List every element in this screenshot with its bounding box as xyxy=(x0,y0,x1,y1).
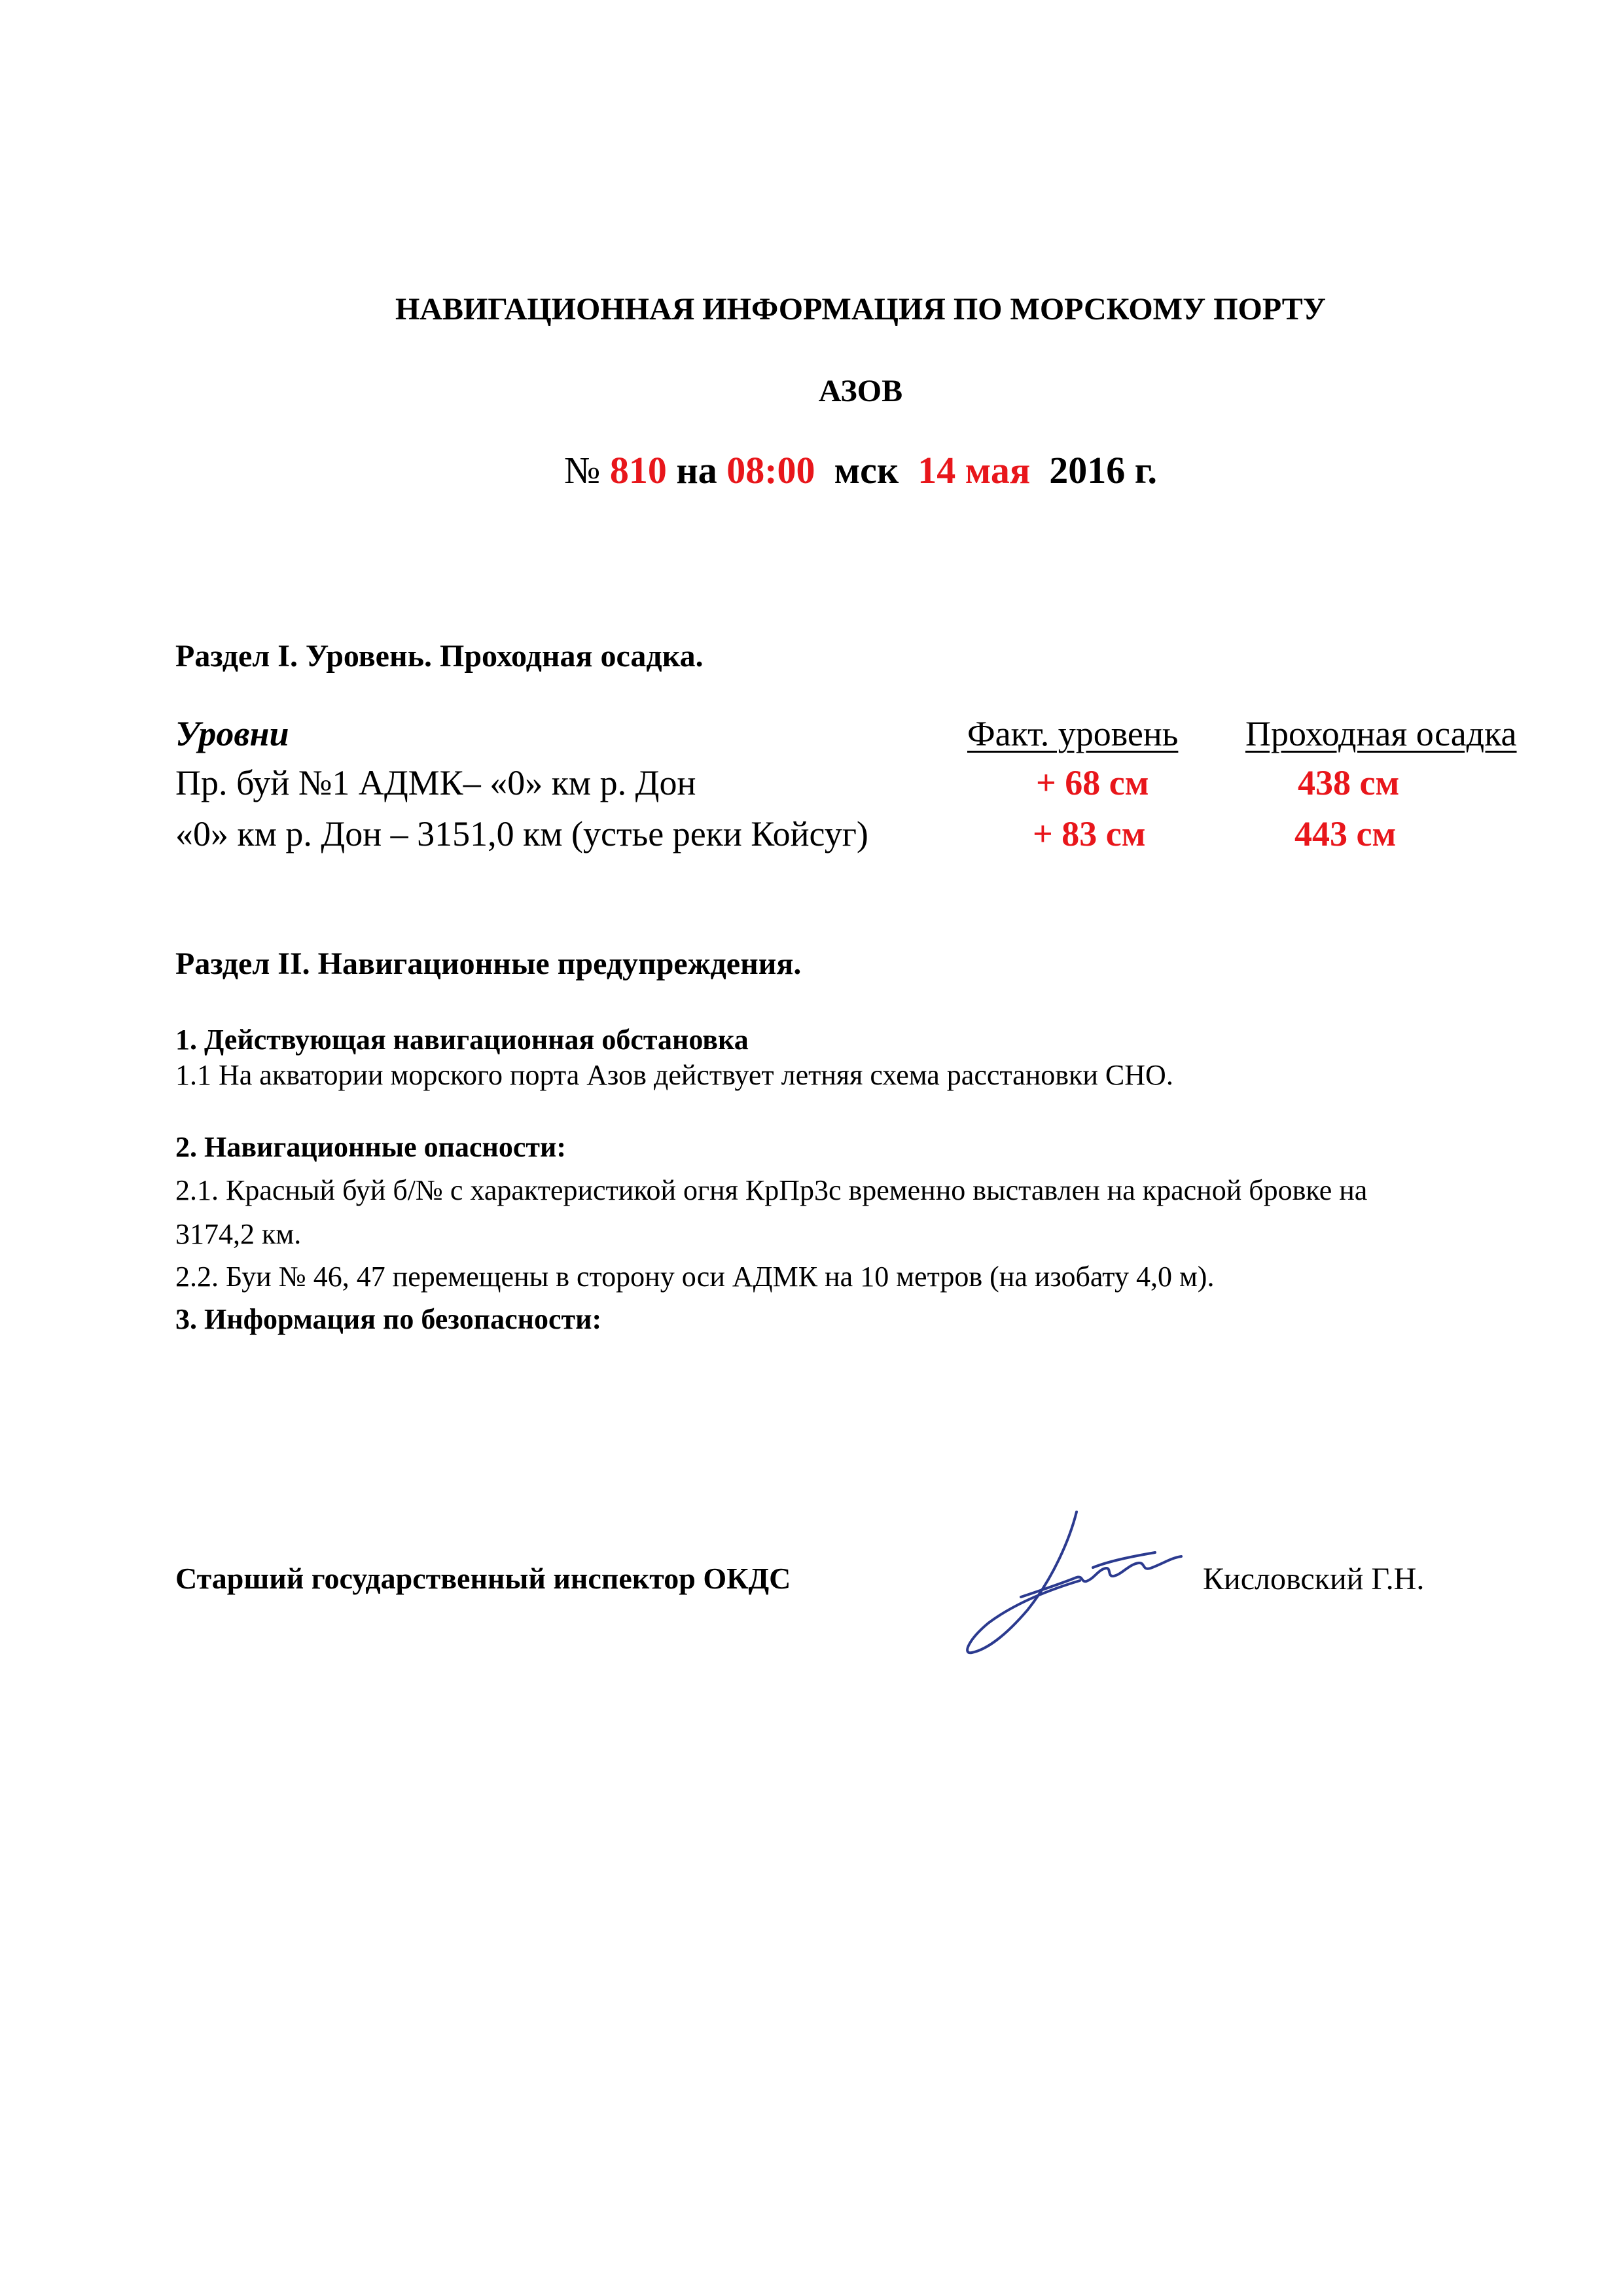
document-title-line2: АЗОВ xyxy=(818,374,903,408)
level-row-2-actual: + 83 см xyxy=(1033,814,1146,853)
subsection2-item1-line1: 2.1. Красный буй б/№ с характеристикой огня КрПр3с временно выставлен на красной бровке на xyxy=(175,1174,1368,1206)
bulletin-date: 14 мая xyxy=(918,449,1031,492)
level-row-2-draft: 443 см xyxy=(1294,814,1397,853)
handwritten-signature xyxy=(942,1499,1191,1662)
col-header-passing-draft: Проходная осадка xyxy=(1245,714,1517,753)
msk-label: мск xyxy=(834,449,899,492)
subsection2-item1-line2: 3174,2 км. xyxy=(175,1218,302,1250)
col-header-actual-level: Факт. уровень xyxy=(967,714,1179,753)
subsection3-title: 3. Информация по безопасности: xyxy=(175,1303,602,1335)
signatory-position: Старший государственный инспектор ОКДС xyxy=(175,1562,791,1595)
bulletin-time: 08:00 xyxy=(726,449,815,492)
bulletin-year: 2016 г. xyxy=(1049,449,1158,492)
subsection2-item2: 2.2. Буи № 46, 47 перемещены в сторону оси АДМК на 10 метров (на изобату 4,0 м). xyxy=(175,1261,1215,1293)
level-row-2-name: «0» км р. Дон – 3151,0 км (устье реки Койсуг) xyxy=(175,814,868,853)
bulletin-number-line xyxy=(0,448,1623,492)
section2-heading: Раздел II. Навигационные предупреждения. xyxy=(175,946,802,981)
level-row-1-name: Пр. буй №1 АДМК– «0» км р. Дон xyxy=(175,763,696,802)
signatory-name: Кисловский Г.Н. xyxy=(1203,1562,1425,1596)
document-title-line1: НАВИГАЦИОННАЯ ИНФОРМАЦИЯ ПО МОРСКОМУ ПОРТУ xyxy=(395,292,1327,327)
section1-heading: Раздел I. Уровень. Проходная осадка. xyxy=(175,639,704,673)
col-header-levels: Уровни xyxy=(175,714,289,753)
subsection1-title: 1. Действующая навигационная обстановка xyxy=(175,1024,749,1056)
bulletin-number: 810 xyxy=(609,449,667,492)
level-row-1-draft: 438 см xyxy=(1298,763,1400,802)
level-row-1-actual: + 68 см xyxy=(1036,763,1149,802)
number-sign: № xyxy=(563,449,601,492)
subsection1-text: 1.1 На акватории морского порта Азов действует летняя схема расстановки СНО. xyxy=(175,1059,1173,1091)
subsection2-title: 2. Навигационные опасности: xyxy=(175,1131,566,1163)
na-label: на xyxy=(676,449,717,492)
